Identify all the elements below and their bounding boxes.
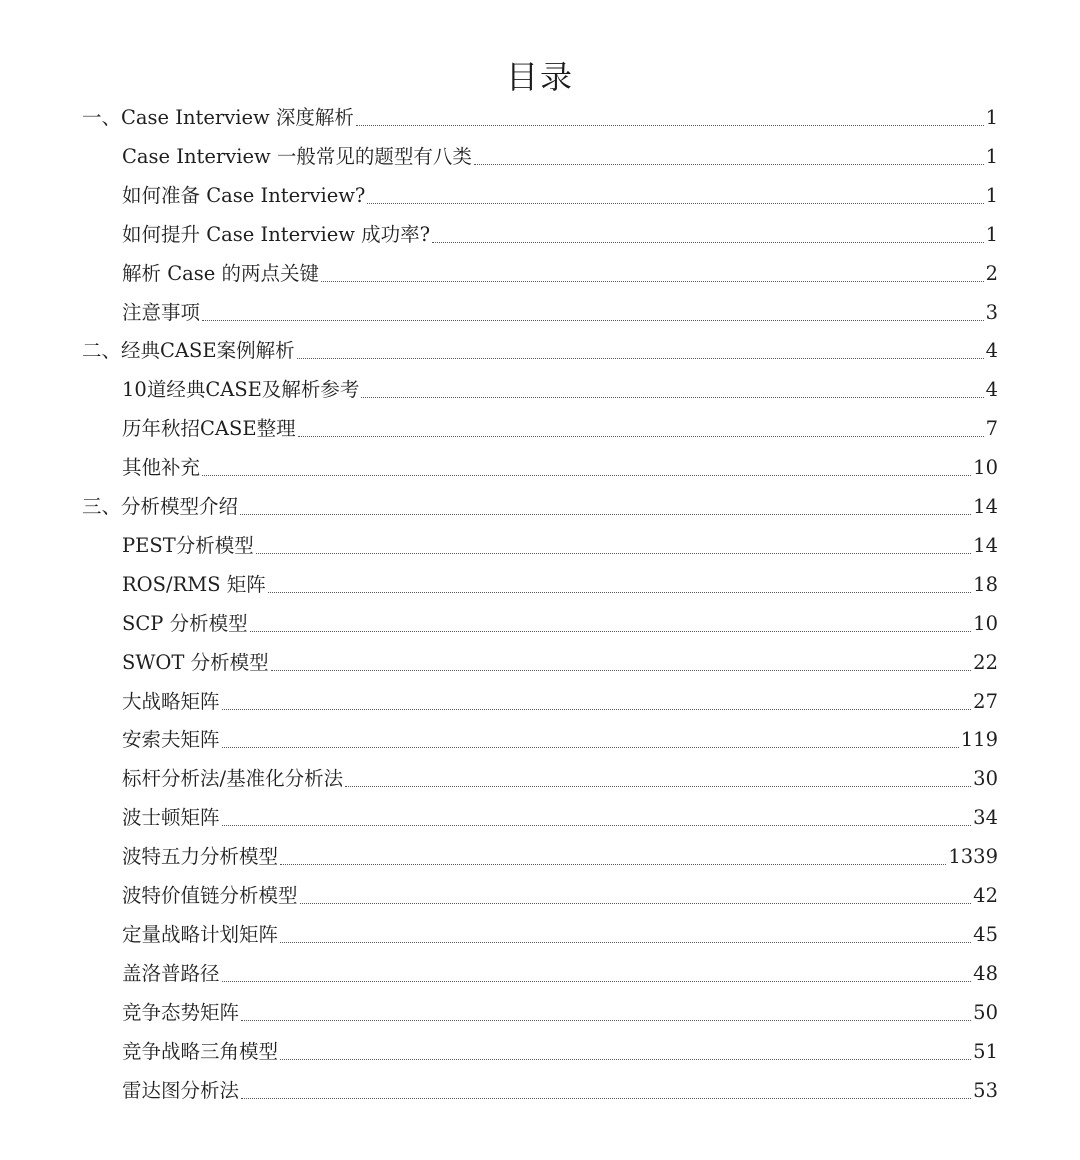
toc-entry-label: 解析 Case 的两点关键 xyxy=(122,261,319,285)
toc-entry[interactable] xyxy=(122,757,998,793)
toc-entry-page-number: 53 xyxy=(973,1078,998,1102)
toc-entry-label: 雷达图分析法 xyxy=(122,1078,240,1102)
toc-entry-page-number: 45 xyxy=(973,922,998,946)
toc-entry[interactable] xyxy=(122,874,998,910)
toc-entry-page-number: 34 xyxy=(973,806,998,830)
toc-entry[interactable] xyxy=(122,446,998,482)
dot-leader xyxy=(345,785,971,787)
toc-entry[interactable] xyxy=(122,718,998,754)
dot-leader xyxy=(297,357,984,359)
toc-entry-page-number: 119 xyxy=(960,728,998,752)
toc-entry[interactable] xyxy=(82,96,998,132)
toc-entry-page-number: 27 xyxy=(973,689,998,713)
toc-entry-page-number: 42 xyxy=(973,884,998,907)
toc-entry-page-number: 4 xyxy=(985,378,998,402)
toc-entry-page-number: 1 xyxy=(985,144,998,168)
toc-entry-label: 定量战略计划矩阵 xyxy=(122,922,279,946)
toc-entry[interactable] xyxy=(122,368,998,404)
toc-entry[interactable] xyxy=(122,796,998,832)
dot-leader xyxy=(222,824,972,826)
toc-entry[interactable] xyxy=(122,641,998,677)
toc-entry[interactable] xyxy=(122,913,998,949)
toc-entry-page-number: 10 xyxy=(973,611,998,635)
toc-entry[interactable] xyxy=(122,1069,998,1105)
toc-entry-label: 竞争战略三角模型 xyxy=(122,1039,279,1063)
toc-entry-page-number: 18 xyxy=(973,572,998,596)
toc-entry-page-number: 50 xyxy=(973,1000,998,1024)
toc-entry[interactable] xyxy=(122,563,998,599)
toc-entry-label: 安索夫矩阵 xyxy=(122,728,220,752)
toc-entry[interactable] xyxy=(122,952,998,988)
toc-entry-page-number: 1339 xyxy=(948,845,998,869)
dot-leader xyxy=(241,1097,971,1099)
dot-leader xyxy=(268,591,971,593)
toc-entry-label: 标杆分析法/基准化分析法 xyxy=(122,767,344,791)
dot-leader xyxy=(280,941,971,943)
toc-entry-page-number: 14 xyxy=(973,495,998,518)
dot-leader xyxy=(280,1058,971,1060)
dot-leader xyxy=(298,435,984,437)
dot-leader xyxy=(367,202,983,204)
toc-entry-page-number: 51 xyxy=(973,1039,998,1063)
toc-entry-label: ROS/RMS 矩阵 xyxy=(122,572,266,596)
toc-entry[interactable] xyxy=(122,1030,998,1066)
dot-leader xyxy=(240,513,971,515)
toc-entry-page-number: 1 xyxy=(985,222,998,246)
toc-entry-page-number: 1 xyxy=(985,106,998,129)
toc-entry-label: 波特五力分析模型 xyxy=(122,845,279,869)
dot-leader xyxy=(222,708,972,710)
toc-entry[interactable] xyxy=(122,407,998,443)
toc-entry[interactable] xyxy=(82,329,998,365)
dot-leader xyxy=(256,552,971,554)
toc-entry-label: 盖洛普路径 xyxy=(122,961,220,985)
toc-entry-label: 二、经典CASE案例解析 xyxy=(82,339,295,363)
dot-leader xyxy=(321,280,984,282)
toc-entry-label: 一、Case Interview 深度解析 xyxy=(82,106,354,129)
toc-entry[interactable] xyxy=(122,135,998,171)
toc-entry-page-number: 2 xyxy=(985,261,998,285)
dot-leader xyxy=(432,241,983,243)
toc-entry-label: 三、分析模型介绍 xyxy=(82,495,239,518)
dot-leader xyxy=(222,980,972,982)
toc-entry[interactable] xyxy=(122,835,998,871)
toc-entry-page-number: 3 xyxy=(985,300,998,324)
toc-entry-page-number: 1 xyxy=(985,183,998,207)
toc-entry-label: 10道经典CASE及解析参考 xyxy=(122,378,360,402)
dot-leader xyxy=(202,474,971,476)
toc-entry[interactable] xyxy=(122,602,998,638)
toc-entry-page-number: 30 xyxy=(973,767,998,791)
toc-entry-page-number: 4 xyxy=(985,339,998,363)
page-title: 目录 xyxy=(505,58,574,96)
dot-leader xyxy=(250,630,972,632)
toc-entry-page-number: 10 xyxy=(973,456,998,480)
toc-entry-label: 波特价值链分析模型 xyxy=(122,884,298,907)
toc-entry[interactable] xyxy=(122,213,998,249)
toc-entry[interactable] xyxy=(122,680,998,716)
toc-entry[interactable] xyxy=(122,174,998,210)
dot-leader xyxy=(300,902,972,904)
toc-entry-label: PEST分析模型 xyxy=(122,533,254,557)
dot-leader xyxy=(280,863,946,865)
toc-entry-label: 波士顿矩阵 xyxy=(122,806,220,830)
toc-entry-page-number: 48 xyxy=(973,961,998,985)
toc-entry[interactable] xyxy=(122,291,998,327)
toc-entry-label: 历年秋招CASE整理 xyxy=(122,417,296,441)
toc-entry-page-number: 22 xyxy=(973,650,998,674)
dot-leader xyxy=(241,1019,971,1021)
toc-entry-label: SWOT 分析模型 xyxy=(122,650,269,674)
toc-entry-label: 如何准备 Case Interview? xyxy=(122,183,366,207)
dot-leader xyxy=(356,124,984,126)
toc-entry-label: 大战略矩阵 xyxy=(122,689,220,713)
toc-entry[interactable] xyxy=(82,485,998,521)
dot-leader xyxy=(222,746,959,748)
dot-leader xyxy=(271,669,972,671)
dot-leader xyxy=(361,396,983,398)
toc-entry-label: 竞争态势矩阵 xyxy=(122,1000,240,1024)
toc-entry-label: 如何提升 Case Interview 成功率? xyxy=(122,222,431,246)
dot-leader xyxy=(202,319,984,321)
toc-entry-label: 注意事项 xyxy=(122,300,201,324)
toc-entry[interactable] xyxy=(122,524,998,560)
toc-entry-label: 其他补充 xyxy=(122,456,201,480)
toc-entry[interactable] xyxy=(122,991,998,1027)
toc-entry-page-number: 14 xyxy=(973,533,998,557)
toc-entry-page-number: 7 xyxy=(985,417,998,441)
toc-entry-label: Case Interview 一般常见的题型有八类 xyxy=(122,144,472,168)
toc-entry-label: SCP 分析模型 xyxy=(122,611,248,635)
toc-entry[interactable] xyxy=(122,252,998,288)
dot-leader xyxy=(474,163,984,165)
